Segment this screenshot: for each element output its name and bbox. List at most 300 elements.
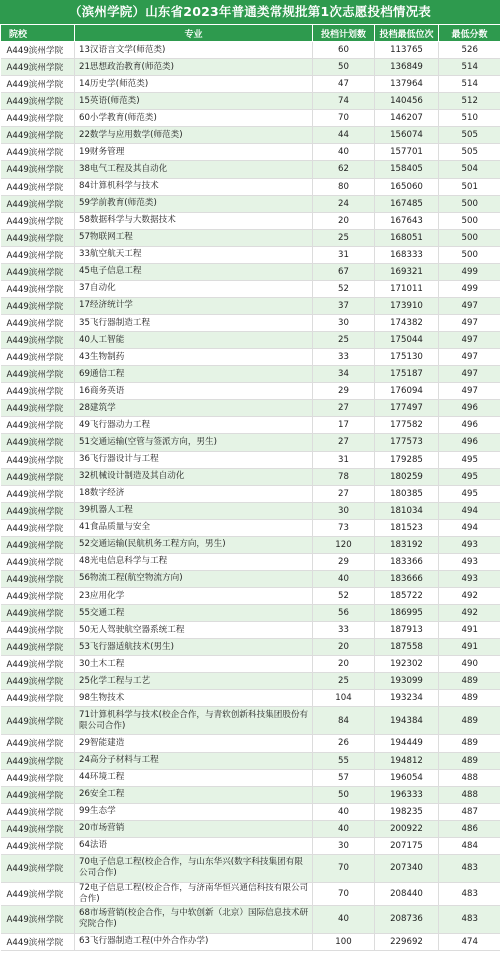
cell-min-score: 493 — [439, 553, 500, 570]
cell-min-rank: 181034 — [375, 502, 439, 519]
cell-school: A449滨州学院 — [1, 451, 75, 468]
cell-major: 60小学教育(师范类) — [75, 110, 313, 127]
cell-school: A449滨州学院 — [1, 933, 75, 950]
cell-school: A449滨州学院 — [1, 212, 75, 229]
cell-min-rank: 157701 — [375, 144, 439, 161]
cell-plan-count: 104 — [313, 690, 375, 707]
cell-plan-count: 62 — [313, 161, 375, 178]
cell-school: A449滨州学院 — [1, 383, 75, 400]
cell-min-score: 501 — [439, 178, 500, 195]
cell-plan-count: 31 — [313, 246, 375, 263]
table-row — [1, 673, 500, 690]
cell-min-score: 483 — [439, 882, 500, 905]
table-row — [1, 76, 500, 93]
table-row — [1, 502, 500, 519]
cell-min-score: 510 — [439, 110, 500, 127]
cell-plan-count: 24 — [313, 195, 375, 212]
cell-plan-count: 74 — [313, 93, 375, 110]
table-row — [1, 905, 500, 933]
cell-major: 39机器人工程 — [75, 502, 313, 519]
cell-school: A449滨州学院 — [1, 195, 75, 212]
cell-school: A449滨州学院 — [1, 332, 75, 349]
cell-min-score: 489 — [439, 673, 500, 690]
cell-min-score: 491 — [439, 622, 500, 639]
table-row — [1, 110, 500, 127]
cell-plan-count: 27 — [313, 485, 375, 502]
cell-min-rank: 167643 — [375, 212, 439, 229]
cell-min-score: 492 — [439, 605, 500, 622]
cell-min-score: 497 — [439, 297, 500, 314]
table-header-row — [1, 25, 500, 42]
cell-school: A449滨州学院 — [1, 161, 75, 178]
cell-min-rank: 186995 — [375, 605, 439, 622]
cell-min-rank: 179285 — [375, 451, 439, 468]
cell-min-rank: 194384 — [375, 707, 439, 735]
table-row — [1, 786, 500, 803]
cell-major: 19财务管理 — [75, 144, 313, 161]
cell-min-rank: 173910 — [375, 297, 439, 314]
table-row — [1, 417, 500, 434]
cell-plan-count: 29 — [313, 383, 375, 400]
cell-major: 56物流工程(航空物流方向) — [75, 570, 313, 587]
cell-school: A449滨州学院 — [1, 735, 75, 752]
cell-plan-count: 73 — [313, 519, 375, 536]
cell-plan-count: 27 — [313, 434, 375, 451]
cell-school: A449滨州学院 — [1, 803, 75, 820]
cell-major: 28建筑学 — [75, 400, 313, 417]
cell-school: A449滨州学院 — [1, 297, 75, 314]
cell-plan-count: 40 — [313, 144, 375, 161]
cell-min-score: 505 — [439, 127, 500, 144]
table-row — [1, 383, 500, 400]
cell-school: A449滨州学院 — [1, 42, 75, 59]
cell-min-score: 484 — [439, 837, 500, 854]
cell-plan-count: 52 — [313, 280, 375, 297]
table-row — [1, 707, 500, 735]
cell-min-rank: 207175 — [375, 837, 439, 854]
cell-school: A449滨州学院 — [1, 468, 75, 485]
cell-min-rank: 180385 — [375, 485, 439, 502]
table-row — [1, 144, 500, 161]
cell-min-rank: 180259 — [375, 468, 439, 485]
cell-min-rank: 165060 — [375, 178, 439, 195]
table-body — [1, 42, 500, 951]
cell-major: 38电气工程及其自动化 — [75, 161, 313, 178]
cell-plan-count: 84 — [313, 707, 375, 735]
cell-plan-count: 67 — [313, 263, 375, 280]
cell-min-rank: 229692 — [375, 933, 439, 950]
cell-min-score: 487 — [439, 803, 500, 820]
cell-min-rank: 181523 — [375, 519, 439, 536]
cell-school: A449滨州学院 — [1, 485, 75, 502]
cell-plan-count: 34 — [313, 366, 375, 383]
cell-major: 36飞行器设计与工程 — [75, 451, 313, 468]
cell-min-score: 499 — [439, 263, 500, 280]
cell-min-score: 483 — [439, 905, 500, 933]
cell-min-rank: 156074 — [375, 127, 439, 144]
cell-min-rank: 177497 — [375, 400, 439, 417]
cell-major: 43生物制药 — [75, 349, 313, 366]
table-row — [1, 59, 500, 76]
table-row — [1, 434, 500, 451]
table-row — [1, 933, 500, 950]
cell-min-rank: 136849 — [375, 59, 439, 76]
table-row — [1, 212, 500, 229]
cell-school: A449滨州学院 — [1, 769, 75, 786]
table-row — [1, 820, 500, 837]
cell-min-rank: 194449 — [375, 735, 439, 752]
table-row — [1, 315, 500, 332]
cell-min-score: 504 — [439, 161, 500, 178]
cell-school: A449滨州学院 — [1, 280, 75, 297]
cell-major: 33航空航天工程 — [75, 246, 313, 263]
cell-min-rank: 168051 — [375, 229, 439, 246]
cell-major: 69通信工程 — [75, 366, 313, 383]
cell-plan-count: 30 — [313, 315, 375, 332]
cell-school: A449滨州学院 — [1, 366, 75, 383]
cell-school: A449滨州学院 — [1, 76, 75, 93]
cell-plan-count: 40 — [313, 820, 375, 837]
table-row — [1, 622, 500, 639]
table-row — [1, 769, 500, 786]
cell-major: 29智能建造 — [75, 735, 313, 752]
cell-school: A449滨州学院 — [1, 417, 75, 434]
table-row — [1, 366, 500, 383]
cell-min-rank: 174382 — [375, 315, 439, 332]
table-row — [1, 752, 500, 769]
admission-table — [0, 24, 500, 951]
cell-min-score: 494 — [439, 519, 500, 536]
cell-min-rank: 175187 — [375, 366, 439, 383]
cell-plan-count: 70 — [313, 854, 375, 882]
table-row — [1, 553, 500, 570]
table-row — [1, 536, 500, 553]
table-row — [1, 639, 500, 656]
cell-min-rank: 200922 — [375, 820, 439, 837]
cell-min-score: 494 — [439, 502, 500, 519]
cell-school: A449滨州学院 — [1, 553, 75, 570]
cell-plan-count: 20 — [313, 212, 375, 229]
cell-school: A449滨州学院 — [1, 905, 75, 933]
cell-school: A449滨州学院 — [1, 127, 75, 144]
cell-plan-count: 47 — [313, 76, 375, 93]
table-row — [1, 42, 500, 59]
cell-min-score: 489 — [439, 735, 500, 752]
cell-major: 98生物技术 — [75, 690, 313, 707]
cell-major: 35飞行器制造工程 — [75, 315, 313, 332]
cell-min-rank: 207340 — [375, 854, 439, 882]
cell-major: 49飞行器动力工程 — [75, 417, 313, 434]
cell-major: 14历史学(师范类) — [75, 76, 313, 93]
cell-min-score: 493 — [439, 536, 500, 553]
cell-min-score: 495 — [439, 485, 500, 502]
cell-min-rank: 187913 — [375, 622, 439, 639]
cell-major: 59学前教育(师范类) — [75, 195, 313, 212]
cell-min-score: 492 — [439, 588, 500, 605]
cell-min-rank: 208736 — [375, 905, 439, 933]
cell-plan-count: 26 — [313, 735, 375, 752]
cell-min-score: 489 — [439, 752, 500, 769]
table-row — [1, 161, 500, 178]
cell-major: 58数据科学与大数据技术 — [75, 212, 313, 229]
cell-min-rank: 183192 — [375, 536, 439, 553]
cell-plan-count: 70 — [313, 882, 375, 905]
cell-min-rank: 196054 — [375, 769, 439, 786]
cell-min-score: 495 — [439, 451, 500, 468]
cell-min-score: 505 — [439, 144, 500, 161]
page-title: （滨州学院）山东省2023年普通类常规批第1次志愿投档情况表 — [0, 0, 500, 24]
cell-plan-count: 78 — [313, 468, 375, 485]
cell-min-score: 496 — [439, 417, 500, 434]
table-row — [1, 400, 500, 417]
cell-major: 23应用化学 — [75, 588, 313, 605]
cell-min-rank: 168333 — [375, 246, 439, 263]
cell-school: A449滨州学院 — [1, 622, 75, 639]
cell-major: 45电子信息工程 — [75, 263, 313, 280]
header-min-score: 最低分数 — [439, 25, 500, 42]
cell-min-score: 497 — [439, 315, 500, 332]
cell-major: 63飞行器制造工程(中外合作办学) — [75, 933, 313, 950]
cell-min-rank: 169321 — [375, 263, 439, 280]
cell-min-rank: 171011 — [375, 280, 439, 297]
table-row — [1, 588, 500, 605]
cell-min-rank: 177582 — [375, 417, 439, 434]
cell-plan-count: 120 — [313, 536, 375, 553]
cell-plan-count: 40 — [313, 803, 375, 820]
cell-major: 21思想政治教育(师范类) — [75, 59, 313, 76]
cell-school: A449滨州学院 — [1, 605, 75, 622]
cell-min-rank: 194812 — [375, 752, 439, 769]
table-row — [1, 195, 500, 212]
cell-min-rank: 193234 — [375, 690, 439, 707]
cell-major: 72电子信息工程(校企合作，与济南华恒兴通信科技有限公司合作) — [75, 882, 313, 905]
cell-min-rank: 185722 — [375, 588, 439, 605]
cell-major: 26安全工程 — [75, 786, 313, 803]
cell-min-score: 526 — [439, 42, 500, 59]
cell-school: A449滨州学院 — [1, 263, 75, 280]
cell-school: A449滨州学院 — [1, 854, 75, 882]
cell-major: 44环境工程 — [75, 769, 313, 786]
cell-min-score: 488 — [439, 769, 500, 786]
cell-min-rank: 183366 — [375, 553, 439, 570]
cell-major: 24高分子材料与工程 — [75, 752, 313, 769]
cell-school: A449滨州学院 — [1, 246, 75, 263]
table-row — [1, 229, 500, 246]
cell-plan-count: 17 — [313, 417, 375, 434]
table-row — [1, 349, 500, 366]
cell-school: A449滨州学院 — [1, 229, 75, 246]
cell-min-score: 493 — [439, 570, 500, 587]
cell-min-score: 512 — [439, 93, 500, 110]
header-school: 院校 — [1, 25, 75, 42]
cell-major: 71计算机科学与技术(校企合作，与青软创新科技集团股份有限公司合作) — [75, 707, 313, 735]
cell-min-rank: 146207 — [375, 110, 439, 127]
cell-min-score: 483 — [439, 854, 500, 882]
cell-major: 99生态学 — [75, 803, 313, 820]
cell-major: 70电子信息工程(校企合作，与山东华兴(数字科技集团有限公司合作) — [75, 854, 313, 882]
cell-major: 48光电信息科学与工程 — [75, 553, 313, 570]
table-row — [1, 837, 500, 854]
cell-min-score: 500 — [439, 195, 500, 212]
cell-school: A449滨州学院 — [1, 536, 75, 553]
cell-min-score: 499 — [439, 280, 500, 297]
cell-plan-count: 25 — [313, 229, 375, 246]
cell-major: 53飞行器适航技术(男生) — [75, 639, 313, 656]
cell-school: A449滨州学院 — [1, 502, 75, 519]
cell-school: A449滨州学院 — [1, 820, 75, 837]
cell-min-rank: 113765 — [375, 42, 439, 59]
cell-plan-count: 100 — [313, 933, 375, 950]
cell-min-score: 474 — [439, 933, 500, 950]
cell-min-rank: 192302 — [375, 656, 439, 673]
cell-school: A449滨州学院 — [1, 315, 75, 332]
table-row — [1, 178, 500, 195]
cell-major: 17经济统计学 — [75, 297, 313, 314]
cell-plan-count: 33 — [313, 622, 375, 639]
cell-min-rank: 158405 — [375, 161, 439, 178]
cell-school: A449滨州学院 — [1, 178, 75, 195]
cell-major: 52交通运输(民航机务工程方向，男生) — [75, 536, 313, 553]
cell-school: A449滨州学院 — [1, 656, 75, 673]
cell-plan-count: 40 — [313, 570, 375, 587]
cell-school: A449滨州学院 — [1, 882, 75, 905]
cell-school: A449滨州学院 — [1, 570, 75, 587]
cell-min-score: 489 — [439, 690, 500, 707]
cell-min-score: 495 — [439, 468, 500, 485]
table-row — [1, 854, 500, 882]
cell-plan-count: 70 — [313, 110, 375, 127]
cell-min-rank: 137964 — [375, 76, 439, 93]
cell-plan-count: 20 — [313, 656, 375, 673]
cell-school: A449滨州学院 — [1, 434, 75, 451]
cell-school: A449滨州学院 — [1, 752, 75, 769]
cell-min-score: 490 — [439, 656, 500, 673]
table-row — [1, 803, 500, 820]
table-row — [1, 280, 500, 297]
table-row — [1, 468, 500, 485]
table-row — [1, 451, 500, 468]
cell-min-score: 500 — [439, 229, 500, 246]
table-row — [1, 263, 500, 280]
cell-plan-count: 44 — [313, 127, 375, 144]
cell-min-rank: 176094 — [375, 383, 439, 400]
cell-min-rank: 198235 — [375, 803, 439, 820]
cell-min-rank: 187558 — [375, 639, 439, 656]
cell-min-score: 500 — [439, 212, 500, 229]
cell-plan-count: 33 — [313, 349, 375, 366]
cell-school: A449滨州学院 — [1, 786, 75, 803]
cell-major: 16商务英语 — [75, 383, 313, 400]
cell-school: A449滨州学院 — [1, 349, 75, 366]
cell-min-score: 486 — [439, 820, 500, 837]
cell-school: A449滨州学院 — [1, 110, 75, 127]
cell-plan-count: 27 — [313, 400, 375, 417]
cell-major: 20市场营销 — [75, 820, 313, 837]
cell-min-score: 500 — [439, 246, 500, 263]
cell-major: 22数学与应用数学(师范类) — [75, 127, 313, 144]
cell-school: A449滨州学院 — [1, 144, 75, 161]
cell-plan-count: 30 — [313, 502, 375, 519]
cell-plan-count: 57 — [313, 769, 375, 786]
cell-min-score: 491 — [439, 639, 500, 656]
table-row — [1, 690, 500, 707]
cell-min-rank: 177573 — [375, 434, 439, 451]
cell-plan-count: 55 — [313, 752, 375, 769]
table-row — [1, 246, 500, 263]
cell-plan-count: 31 — [313, 451, 375, 468]
cell-school: A449滨州学院 — [1, 707, 75, 735]
cell-major: 13汉语言文学(师范类) — [75, 42, 313, 59]
cell-plan-count: 50 — [313, 59, 375, 76]
cell-major: 50无人驾驶航空器系统工程 — [75, 622, 313, 639]
cell-major: 30土木工程 — [75, 656, 313, 673]
cell-plan-count: 29 — [313, 553, 375, 570]
cell-major: 84计算机科学与技术 — [75, 178, 313, 195]
cell-school: A449滨州学院 — [1, 639, 75, 656]
table-row — [1, 735, 500, 752]
cell-plan-count: 25 — [313, 332, 375, 349]
table-row — [1, 656, 500, 673]
header-major: 专业 — [75, 25, 313, 42]
cell-plan-count: 20 — [313, 639, 375, 656]
cell-min-rank: 208440 — [375, 882, 439, 905]
cell-min-rank: 196333 — [375, 786, 439, 803]
header-min-rank: 投档最低位次 — [375, 25, 439, 42]
cell-plan-count: 40 — [313, 905, 375, 933]
cell-school: A449滨州学院 — [1, 59, 75, 76]
cell-major: 55交通工程 — [75, 605, 313, 622]
cell-min-rank: 175044 — [375, 332, 439, 349]
table-row — [1, 485, 500, 502]
cell-min-score: 496 — [439, 400, 500, 417]
cell-min-rank: 167485 — [375, 195, 439, 212]
cell-min-score: 497 — [439, 349, 500, 366]
cell-school: A449滨州学院 — [1, 519, 75, 536]
cell-min-score: 514 — [439, 59, 500, 76]
cell-min-score: 496 — [439, 434, 500, 451]
table-row — [1, 605, 500, 622]
cell-major: 68市场营销(校企合作，与中软创新（北京）国际信息技术研究院合作) — [75, 905, 313, 933]
cell-major: 40人工智能 — [75, 332, 313, 349]
table-row — [1, 93, 500, 110]
cell-min-score: 497 — [439, 383, 500, 400]
cell-plan-count: 56 — [313, 605, 375, 622]
cell-min-score: 497 — [439, 366, 500, 383]
cell-major: 64法语 — [75, 837, 313, 854]
cell-major: 15英语(师范类) — [75, 93, 313, 110]
cell-plan-count: 80 — [313, 178, 375, 195]
cell-plan-count: 60 — [313, 42, 375, 59]
cell-min-rank: 140456 — [375, 93, 439, 110]
cell-school: A449滨州学院 — [1, 690, 75, 707]
table-row — [1, 332, 500, 349]
cell-major: 57物联网工程 — [75, 229, 313, 246]
cell-school: A449滨州学院 — [1, 400, 75, 417]
cell-major: 51交通运输(空管与签派方向，男生) — [75, 434, 313, 451]
cell-min-score: 514 — [439, 76, 500, 93]
cell-plan-count: 30 — [313, 837, 375, 854]
cell-plan-count: 37 — [313, 297, 375, 314]
table-row — [1, 127, 500, 144]
cell-min-rank: 183666 — [375, 570, 439, 587]
cell-min-rank: 175130 — [375, 349, 439, 366]
cell-min-score: 488 — [439, 786, 500, 803]
cell-school: A449滨州学院 — [1, 588, 75, 605]
table-row — [1, 297, 500, 314]
cell-school: A449滨州学院 — [1, 93, 75, 110]
cell-plan-count: 25 — [313, 673, 375, 690]
cell-min-score: 489 — [439, 707, 500, 735]
